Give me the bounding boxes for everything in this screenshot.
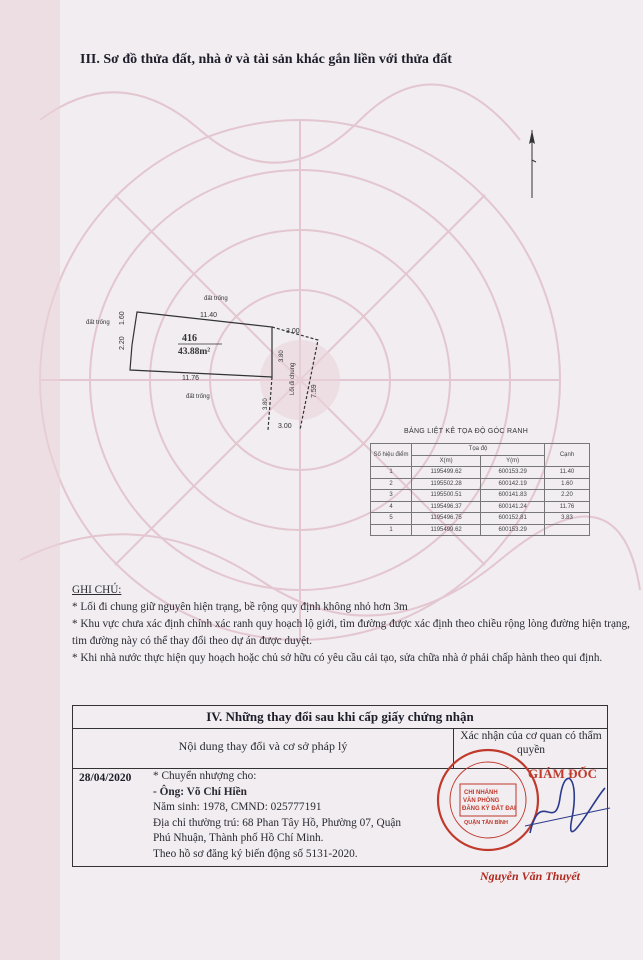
dim-lane-top: 3.00 <box>286 328 300 335</box>
table-row: 3 1195500.51 600141.83 2.20 <box>371 490 590 502</box>
dim-left: 2.20 <box>119 336 126 350</box>
dim-top: 11.40 <box>200 312 217 319</box>
th-coords: Tọa độ <box>412 444 545 456</box>
dim-lane-left: 3.80 <box>279 350 285 362</box>
coord-table-title: BẢNG LIỆT KÊ TỌA ĐỘ GÓC RANH <box>404 428 529 435</box>
col-confirm-header: Xác nhận của cơ quan có thẩm quyền <box>460 730 602 756</box>
change-entry: * Chuyển nhượng cho: - Ông: Võ Chí Hiền Năm sinh: 1978, CMND: 025777191 Địa chỉ thường trú: 68 Phan Tây Hồ, Phường 07, Quận Phú Nhuận, Thành phố Hồ Chí Minh. Theo hồ sơ đăng ký biến động số 5131-2020. <box>153 770 402 860</box>
th-edge: Cạnh <box>545 444 590 467</box>
table-row: 1 1195499.62 600153.29 <box>371 524 590 536</box>
dim-lane-right: 7.59 <box>311 384 318 398</box>
label-top-neighbor: đất trống <box>204 296 228 302</box>
table-row: 5 1195496.75 600152.81 3.83 <box>371 513 590 525</box>
table-row: 4 1195496.37 600141.24 11.76 <box>371 501 590 513</box>
signer-name: Nguyễn Văn Thuyết <box>480 869 581 883</box>
section3-title: III. Sơ đồ thửa đất, nhà ở và tài sản khác gắn liền với thửa đất <box>80 52 452 67</box>
dim-bottom: 11.76 <box>182 375 199 382</box>
note-item: * Lối đi chung giữ nguyên hiện trạng, bề rộng quy định không nhỏ hơn 3m <box>72 601 408 613</box>
official-stamp <box>430 738 630 868</box>
section4-title: IV. Những thay đổi sau khi cấp giấy chứng nhận <box>73 706 607 729</box>
table-row: 1 1195499.62 600153.29 11.40 <box>371 467 590 479</box>
svg-text:GIÁM ĐỐC: GIÁM ĐỐC <box>528 766 597 781</box>
parcel-area: 43.88m² <box>178 347 211 357</box>
th-point: Số hiệu điểm <box>371 444 412 467</box>
change-date: 28/04/2020 <box>79 772 132 784</box>
label-bottom-neighbor: đất trống <box>186 394 210 400</box>
th-x: X(m) <box>412 455 481 467</box>
notes-section <box>72 582 632 667</box>
dim-lane-left-lower: 3.80 <box>263 398 269 410</box>
svg-text:QUẬN TÂN BÌNH: QUẬN TÂN BÌNH <box>464 820 508 826</box>
svg-text:ĐĂNG KÝ ĐẤT ĐAI: ĐĂNG KÝ ĐẤT ĐAI <box>462 806 516 812</box>
parcel-number: 416 <box>182 333 197 344</box>
col-content-header: Nội dung thay đổi và cơ sở pháp lý <box>178 739 348 753</box>
label-lane: Lối đi chung <box>290 362 296 395</box>
transferee-name: - Ông: Võ Chí Hiền <box>153 785 247 798</box>
notes-heading: GHI CHÚ: <box>72 584 122 596</box>
signature-scribble <box>530 778 605 833</box>
note-item: * Khi nhà nước thực hiện quy hoạch hoặc chủ sở hữu có yêu cầu cải tạo, sửa chữa nhà ở phải chấp hành theo qui định. <box>72 652 603 664</box>
coord-table <box>370 443 590 536</box>
svg-text:VĂN PHÒNG: VĂN PHÒNG <box>463 798 500 804</box>
label-left-neighbor: đất trống <box>86 320 110 326</box>
table-row: 2 1195502.28 600142.19 1.60 <box>371 478 590 490</box>
th-y: Y(m) <box>481 455 545 467</box>
note-item: * Khu vực chưa xác định chính xác ranh quy hoạch lộ giới, tìm đường được xác định theo chiều rộng lòng đường hiện trạng, tim đường này có thể thay đổi theo dự án được duyệt. <box>72 618 630 647</box>
svg-text:CHI NHÁNH: CHI NHÁNH <box>464 790 498 796</box>
dim-left-top: 1.60 <box>119 311 126 325</box>
parcel-outline <box>130 312 272 377</box>
dim-lane-bottom: 3.00 <box>278 423 292 430</box>
